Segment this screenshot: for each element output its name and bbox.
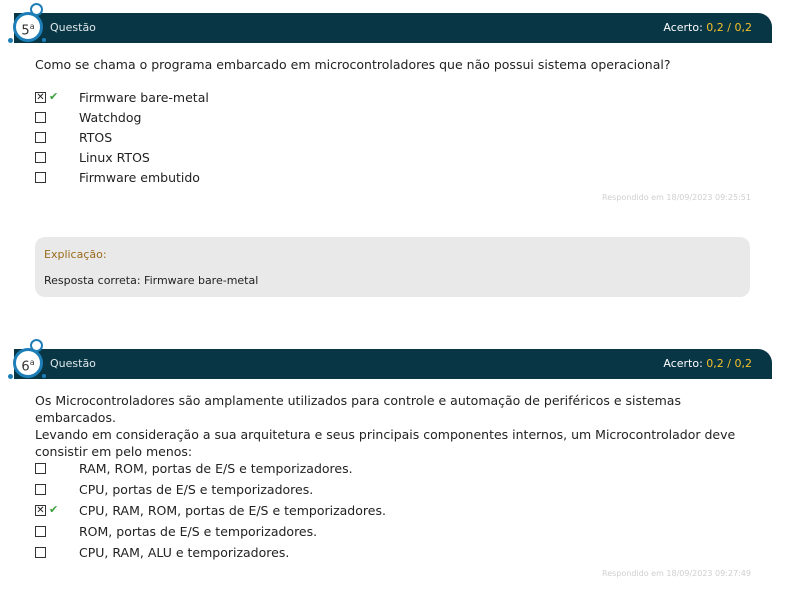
score-prefix: Acerto: — [663, 357, 703, 370]
answer-option[interactable] — [35, 90, 435, 110]
answer-option[interactable] — [35, 482, 435, 502]
option-checkbox[interactable] — [35, 463, 46, 474]
explanation-body: Resposta correta: Firmware bare-metal — [44, 274, 259, 287]
badge-decoration-dot — [8, 38, 13, 43]
answer-option[interactable] — [35, 503, 435, 523]
answered-timestamp: Respondido em 18/09/2023 09:27:49 — [602, 569, 751, 578]
question-score — [663, 21, 752, 34]
option-checkbox[interactable] — [35, 526, 46, 537]
question-number: 5 — [21, 23, 30, 39]
question-text-line: Levando em consideração a sua arquitetura e seus principais componentes internos, um Microcontrolador deve — [35, 427, 736, 442]
option-label: CPU, RAM, ALU e temporizadores. — [79, 545, 290, 560]
option-label: Firmware bare-metal — [79, 90, 209, 105]
option-label: Linux RTOS — [79, 150, 150, 165]
question-number: 6 — [21, 359, 30, 375]
option-checkbox[interactable] — [35, 132, 46, 143]
question-text: Como se chama o programa embarcado em microcontroladores que não possui sistema operacional? — [35, 57, 671, 72]
explanation-box — [35, 237, 750, 297]
score-prefix: Acerto: — [663, 21, 703, 34]
question-text — [35, 392, 755, 460]
answer-option[interactable] — [35, 524, 435, 544]
answer-option[interactable] — [35, 130, 435, 150]
question-ordinal: a — [29, 358, 35, 367]
option-label: RAM, ROM, portas de E/S e temporizadores. — [79, 461, 353, 476]
badge-decoration-dot — [8, 374, 13, 379]
question-number-badge — [13, 12, 43, 42]
score-total: 0,2 — [734, 21, 752, 34]
answer-option[interactable] — [35, 545, 435, 565]
option-label: RTOS — [79, 130, 113, 145]
question-label: Questão — [50, 357, 96, 370]
score-separator: / — [727, 21, 731, 34]
option-checkbox[interactable]: ✕ — [36, 92, 45, 103]
badge-decoration-dot — [42, 374, 46, 378]
question-score — [663, 357, 752, 370]
score-value: 0,2 — [706, 357, 724, 370]
option-checkbox[interactable]: ✕ — [36, 505, 45, 516]
question-text-line: consistir em pelo menos: — [35, 444, 193, 459]
score-separator: / — [727, 357, 731, 370]
option-label: CPU, RAM, ROM, portas de E/S e temporizadores. — [79, 503, 386, 518]
option-checkbox[interactable] — [35, 547, 46, 558]
check-icon: ✔ — [49, 90, 59, 103]
score-value: 0,2 — [706, 21, 724, 34]
answered-timestamp: Respondido em 18/09/2023 09:25:51 — [602, 193, 751, 202]
option-checkbox[interactable] — [35, 484, 46, 495]
score-total: 0,2 — [734, 357, 752, 370]
question-5-header — [14, 13, 772, 43]
question-ordinal: a — [29, 22, 35, 31]
option-label: Watchdog — [79, 110, 142, 125]
question-text-line: Os Microcontroladores são amplamente utilizados para controle e automação de periféricos e sistemas embarcados. — [35, 393, 681, 425]
answer-option[interactable] — [35, 170, 435, 190]
answer-option[interactable] — [35, 150, 435, 170]
question-number-badge — [13, 348, 43, 378]
check-icon: ✔ — [49, 503, 59, 516]
answer-option[interactable] — [35, 461, 435, 481]
option-checkbox[interactable] — [35, 112, 46, 123]
question-6-header — [14, 349, 772, 379]
question-label: Questão — [50, 21, 96, 34]
answer-option[interactable] — [35, 110, 435, 130]
option-checkbox[interactable] — [35, 172, 46, 183]
option-label: CPU, portas de E/S e temporizadores. — [79, 482, 314, 497]
option-label: Firmware embutido — [79, 170, 200, 185]
badge-decoration-dot — [42, 38, 46, 42]
explanation-title: Explicação: — [44, 248, 107, 261]
option-label: ROM, portas de E/S e temporizadores. — [79, 524, 318, 539]
option-checkbox[interactable] — [35, 152, 46, 163]
